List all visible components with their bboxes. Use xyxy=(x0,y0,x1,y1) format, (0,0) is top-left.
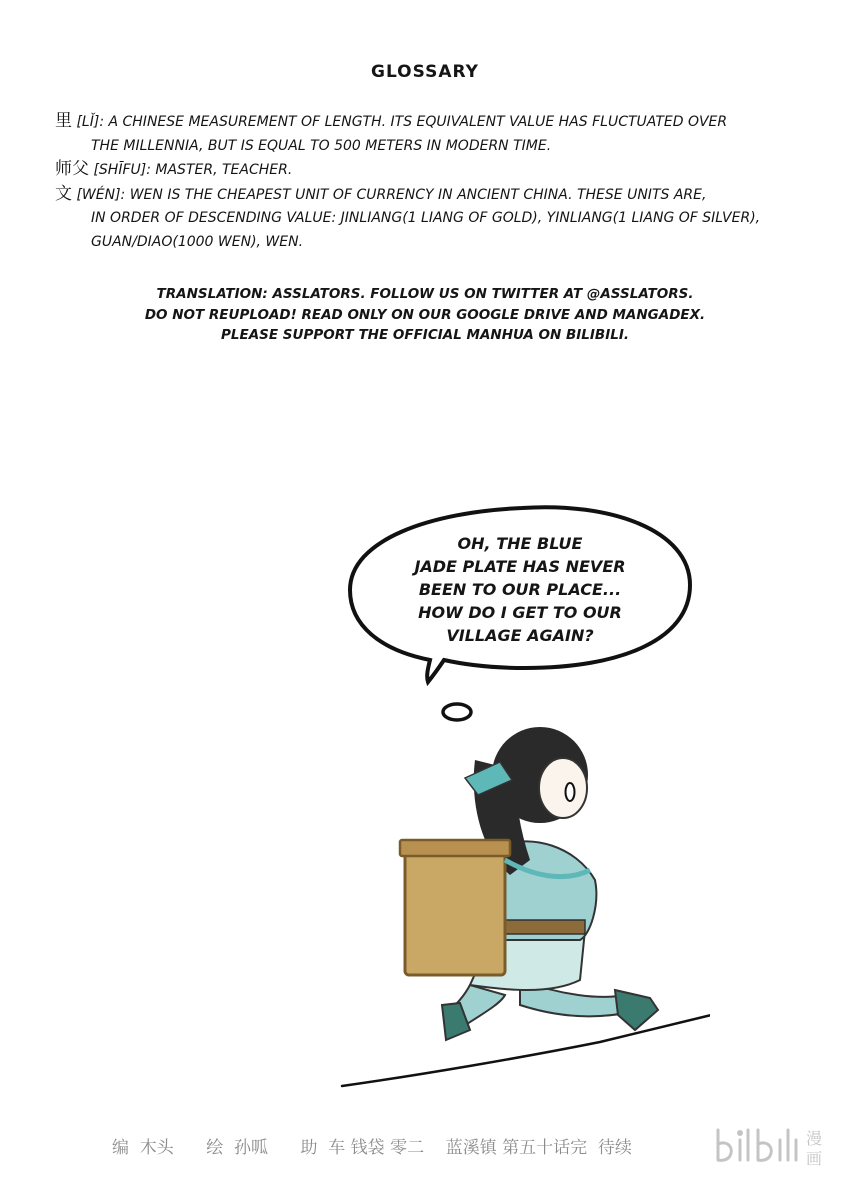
ground-line xyxy=(342,1008,710,1086)
footer-credit-line: 编 木头 绘 孙呱 助 车 钱袋 零二 蓝溪镇 第五十话完 待续 xyxy=(112,1138,632,1158)
entry-definition: : WEN IS THE CHEAPEST UNIT OF CURRENCY IN ANCIENT CHINA. THESE UNITS ARE, xyxy=(120,186,707,203)
character-boot-right xyxy=(615,990,658,1030)
bubble-line: HOW DO I GET TO OUR xyxy=(418,603,622,622)
bubble-line: JADE PLATE HAS NEVER xyxy=(414,557,626,576)
entry-pinyin: [LǏ] xyxy=(76,114,100,130)
entry-hanzi: 里 xyxy=(55,111,72,131)
credits-line: PLEASE SUPPORT THE OFFICIAL MANHUA ON BILIBILI. xyxy=(221,327,629,343)
entry-definition-cont: IN ORDER OF DESCENDING VALUE: JINLIANG(1 LIANG OF GOLD), YINLIANG(1 LIANG OF SILVER), xyxy=(91,210,761,226)
entry-pinyin: [SHĪFU] xyxy=(93,162,147,178)
character-face xyxy=(539,758,587,818)
entry-pinyin: [WÉN] xyxy=(76,186,121,203)
speech-bubble-text xyxy=(395,532,645,647)
entry-definition: : MASTER, TEACHER. xyxy=(146,162,293,178)
entry-definition-cont: THE MILLENNIA, BUT IS EQUAL TO 500 METERS IN MODERN TIME. xyxy=(91,137,552,154)
glossary-entry-shifu xyxy=(55,158,815,183)
glossary-title: GLOSSARY xyxy=(371,62,479,82)
entry-hanzi: 师父 xyxy=(55,159,89,179)
credits-line: TRANSLATION: ASSLATORS. FOLLOW US ON TWITTER AT @ASSLATORS. xyxy=(156,286,694,302)
entry-hanzi: 文 xyxy=(55,183,72,204)
svg-text:漫: 漫 xyxy=(806,1129,823,1148)
basket xyxy=(405,845,505,975)
bubble-line: OH, THE BLUE xyxy=(457,534,583,553)
glossary-entry-wen xyxy=(55,183,815,255)
entry-definition-cont: GUAN/DIAO(1000 WEN), WEN. xyxy=(91,233,304,250)
credits-line: DO NOT REUPLOAD! READ ONLY ON OUR GOOGLE DRIVE AND MANGADEX. xyxy=(144,306,706,323)
bubble-line: VILLAGE AGAIN? xyxy=(446,626,594,645)
glossary-list xyxy=(55,110,815,254)
thought-bubble-dot xyxy=(443,704,471,720)
bilibili-manhua-logo xyxy=(712,1122,832,1168)
translator-credits xyxy=(0,284,850,346)
character-belt xyxy=(505,920,585,934)
bubble-line: BEEN TO OUR PLACE... xyxy=(418,580,622,599)
character-eye xyxy=(566,783,575,801)
basket-rim xyxy=(400,840,510,856)
glossary-entry-li xyxy=(55,110,815,158)
girl-character xyxy=(400,727,658,1040)
svg-text:画: 画 xyxy=(806,1149,823,1168)
entry-definition: : A CHINESE MEASUREMENT OF LENGTH. ITS EQUIVALENT VALUE HAS FLUCTUATED OVER xyxy=(99,114,728,130)
